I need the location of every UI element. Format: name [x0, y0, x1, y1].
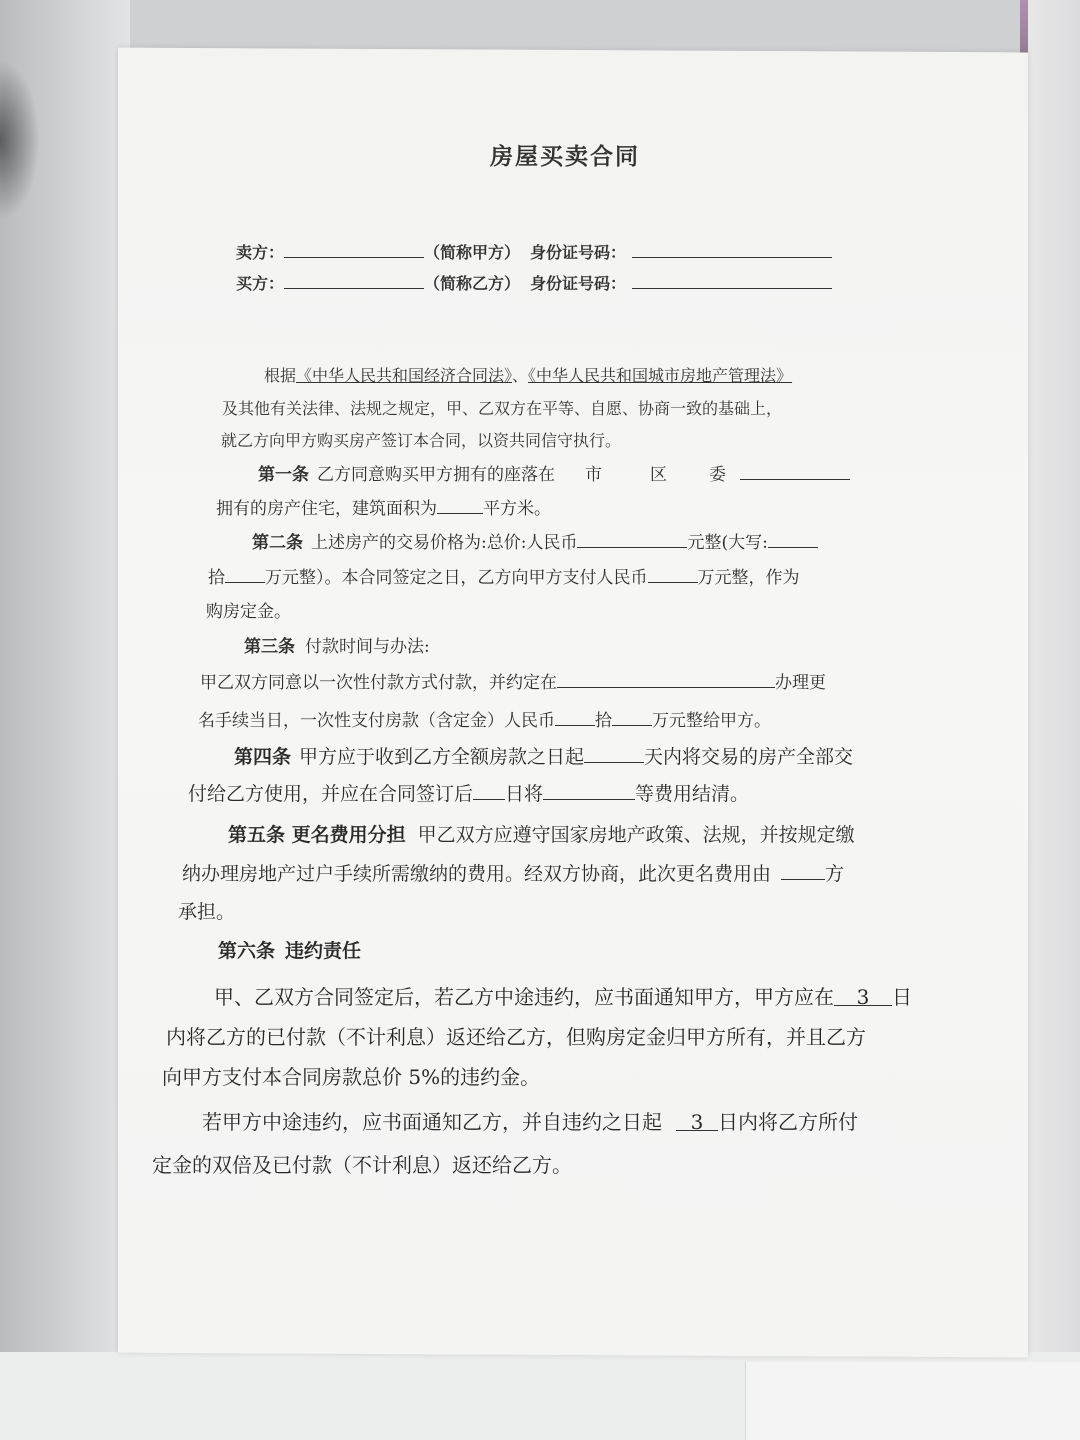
article6-p2-text: 若甲方中途违约，应书面通知乙方，并自违约之日起 [202, 1110, 662, 1134]
article5-line-3: 承担。 [178, 901, 236, 923]
article4-text: 甲方应于收到乙方全额房款之日起 [299, 746, 585, 768]
article6-p1-line-3: 向甲方支付本合同房款总价 5%的违约金。 [162, 1065, 541, 1089]
article3-amount-blank-1 [555, 708, 595, 726]
article1-city: 市 [585, 465, 602, 485]
article3-line-3 [198, 706, 771, 731]
article2-line-1 [252, 528, 818, 553]
law-reference-1: 《中华人民共和国经济合同法》 [296, 366, 513, 385]
article4-days-blank [584, 743, 644, 763]
buyer-label: 买方： [236, 274, 285, 293]
article3-ten-label: 拾 [595, 711, 612, 731]
article6-p2-line-2: 定金的双倍及已付款（不计利息）返还给乙方。 [152, 1153, 572, 1177]
article4-fees-blank [543, 780, 635, 800]
article1-area-unit: 平方米。 [483, 499, 551, 519]
article3-amount-text: 名手续当日，一次性支付房款（含定金）人民币 [198, 711, 555, 731]
article2-ten-label: 拾 [208, 568, 225, 588]
article3-heading: 第三条 [244, 637, 295, 657]
article2-text: 上述房产的交易价格为:总价:人民币 [311, 533, 578, 553]
article2-words-blank-2 [225, 565, 265, 583]
paper-stack-edge [1028, 0, 1080, 1352]
article4-line2-text-b: 日将 [505, 783, 544, 805]
article6-p2-text-b: 日内将乙方所付 [718, 1110, 858, 1134]
article1-line-2 [216, 494, 551, 519]
article2-deposit-text: 万元整）。本合同签定之日，乙方向甲方支付人民币 [265, 568, 648, 588]
article3-amount-blank-2 [612, 708, 652, 726]
article1-committee: 委 [709, 465, 726, 485]
article1-area-text: 拥有的房产住宅，建筑面积为 [216, 499, 437, 519]
seller-line [236, 240, 832, 263]
seller-name-blank [284, 241, 424, 258]
article2-line-3: 购房定金。 [206, 602, 291, 622]
paper-under-sheet-2 [745, 1362, 1080, 1440]
shadow [0, 60, 40, 220]
buyer-alias: （简称乙方） [424, 274, 521, 293]
article5-heading: 第五条 更名费用分担 [228, 824, 406, 846]
intro-line-2: 及其他有关法律、法规之规定，甲、乙双方在平等、自愿、协商一致的基础上， [222, 399, 783, 418]
article3-line-1 [244, 632, 430, 657]
article3-date-blank [557, 670, 775, 688]
article1-text: 乙方同意购买甲方拥有的座落在 [317, 465, 555, 485]
article2-price-words-blank [768, 530, 818, 548]
law-reference-2: 《中华人民共和国城市房地产管理法》 [528, 366, 793, 385]
seller-id-blank [632, 241, 832, 258]
article3-line-2 [200, 668, 826, 693]
buyer-id-label: 身份证号码： [530, 274, 627, 293]
article3-payment-text-b: 办理更 [775, 673, 826, 693]
article2-deposit-blank [648, 565, 698, 583]
buyer-line [236, 271, 832, 294]
article6-heading: 第六条 [218, 940, 276, 962]
article3-amount-unit: 万元整给甲方。 [652, 711, 771, 731]
article1-heading: 第一条 [258, 465, 309, 485]
article5-party-suffix: 方 [825, 863, 845, 885]
article6-p1-line-1 [214, 981, 912, 1010]
seller-alias: （简称甲方） [424, 243, 521, 262]
article5-line2-text: 纳办理房地产过户手续所需缴纳的费用。经双方协商，此次更名费用由 [182, 863, 772, 885]
buyer-id-blank [632, 272, 832, 289]
article1-area-blank [437, 496, 483, 514]
article6-p1-line-2: 内将乙方的已付款（不计利息）返还给乙方，但购房定金归甲方所有，并且乙方 [166, 1025, 866, 1049]
article3-text: 付款时间与办法: [305, 637, 430, 657]
article4-line-1 [234, 742, 853, 769]
article6-p1-days: 3 [834, 985, 892, 1006]
article1-district: 区 [650, 465, 667, 485]
intro-line-3: 就乙方向甲方购买房产签订本合同，以资共同信守执行。 [221, 431, 622, 450]
buyer-name-blank [284, 272, 424, 289]
article2-price-blank [577, 530, 687, 548]
article4-text-b: 天内将交易的房产全部交 [644, 746, 854, 768]
article6-p2-days: 3 [676, 1110, 718, 1131]
article1-line-1 [258, 460, 850, 485]
article6-p1-days-unit: 日 [892, 985, 912, 1009]
article4-sign-days-blank [473, 780, 505, 800]
intro-lead: 根据 [264, 366, 297, 385]
article6-p1-text: 甲、乙双方合同签定后，若乙方中途违约，应书面通知甲方，甲方应在 [214, 985, 834, 1009]
document-title: 房屋买卖合同 [490, 143, 640, 170]
article6-heading-line [218, 936, 361, 963]
article2-line-2 [208, 563, 800, 588]
intro-sep: 、 [512, 366, 529, 385]
seller-label: 卖方： [236, 243, 285, 262]
article4-line-2 [188, 779, 749, 806]
article5-party-blank [781, 860, 825, 880]
article2-heading: 第二条 [252, 533, 303, 553]
article5-text: 甲乙双方应遵守国家房地产政策、法规，并按规定缴 [417, 824, 855, 846]
article2-deposit-unit: 万元整，作为 [697, 568, 800, 588]
article5-line-2 [182, 859, 844, 886]
article2-text-b: 元整(大写: [687, 533, 768, 553]
article4-line2-text-c: 等费用结清。 [635, 783, 750, 805]
article1-location-blank [740, 462, 850, 480]
article6-title: 违约责任 [285, 940, 362, 962]
article3-payment-text: 甲乙双方同意以一次性付款方式付款，并约定在 [200, 673, 557, 693]
article5-line-1 [228, 820, 855, 847]
seller-id-label: 身份证号码： [530, 243, 627, 262]
article6-p2-line-1 [202, 1106, 858, 1135]
article4-heading: 第四条 [234, 746, 292, 768]
article4-line2-text: 付给乙方使用，并应在合同签订后 [188, 783, 474, 805]
intro-line-1 [264, 363, 792, 386]
